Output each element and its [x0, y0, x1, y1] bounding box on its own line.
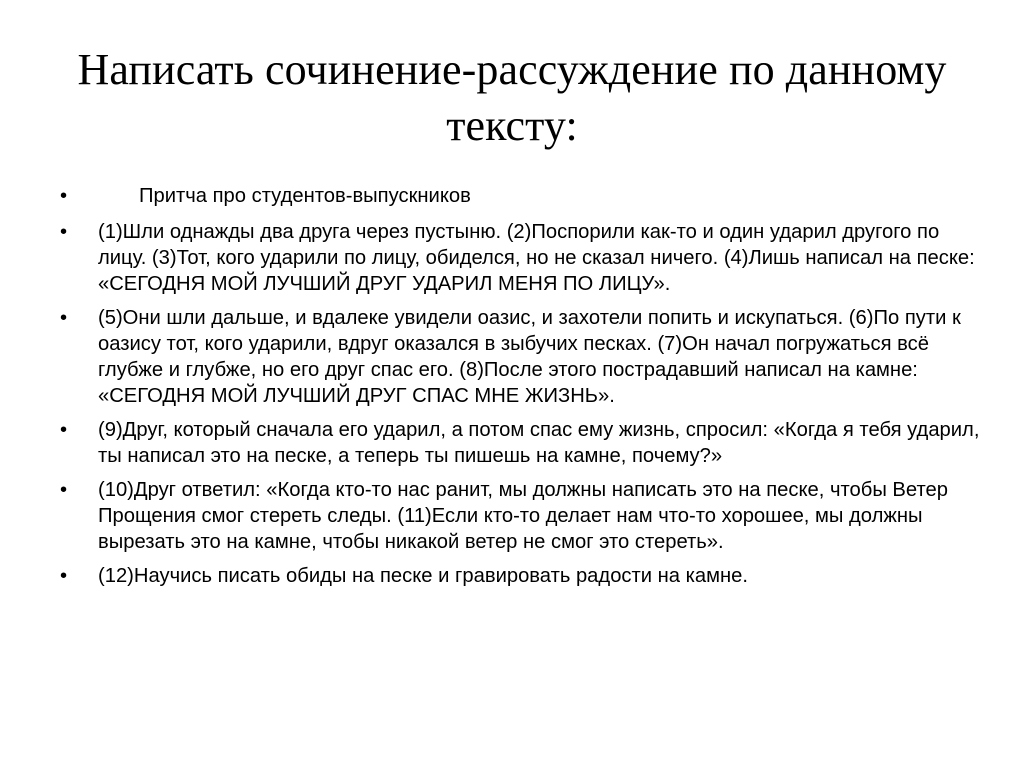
bullet-marker: • — [60, 565, 68, 587]
bullet-marker: • — [60, 307, 68, 329]
list-item — [60, 563, 980, 589]
list-item — [60, 305, 980, 409]
list-item — [60, 417, 980, 469]
paragraph-text: (9)Друг, который сначала его ударил, а потом спас ему жизнь, спросил: «Когда я тебя ударил, ты написал это на песке, а теперь ты пишешь на камне, почему?» — [98, 419, 980, 467]
list-item — [60, 219, 980, 297]
list-item — [60, 477, 980, 555]
paragraph-text: (10)Друг ответил: «Когда кто-то нас ранит, мы должны написать это на песке, чтобы Ветер Прощения смог стереть следы. (11)Если кто-то делает нам что-то хорошее, мы должны вырезать это на камне, чтобы никакой ветер не смог это стереть». — [98, 479, 948, 553]
bullet-marker: • — [60, 479, 68, 501]
paragraph-text: (5)Они шли дальше, и вдалеке увидели оазис, и захотели попить и искупаться. (6)По пути к оазису тот, кого ударили, вдруг оказался в зыбучих песках. (7)Он начал погружаться всё глубже и глубже, но его друг спас его. (8)После этого пострадавший написал на камне: «СЕГОДНЯ МОЙ ЛУЧШИЙ ДРУГ СПАС МНЕ ЖИЗНЬ». — [98, 307, 961, 407]
bullet-marker: • — [60, 419, 68, 441]
bullet-list — [60, 183, 980, 597]
parable-heading: Притча про студентов-выпускников — [139, 185, 471, 207]
bullet-marker: • — [60, 185, 68, 207]
paragraph-text: (1)Шли однажды два друга через пустыню. (2)Поспорили как-то и один ударил другого по лицу. (3)Тот, кого ударили по лицу, обиделся, но не сказал ничего. (4)Лишь написал на песке: «СЕГОДНЯ МОЙ ЛУЧШИЙ ДРУГ УДАРИЛ МЕНЯ ПО ЛИЦУ». — [98, 221, 975, 295]
bullet-marker: • — [60, 221, 68, 243]
slide-title: Написать сочинение-рассуждение по данному тексту: — [77, 45, 947, 150]
paragraph-text: (12)Научись писать обиды на песке и гравировать радости на камне. — [98, 565, 748, 587]
list-item-heading — [60, 183, 980, 209]
